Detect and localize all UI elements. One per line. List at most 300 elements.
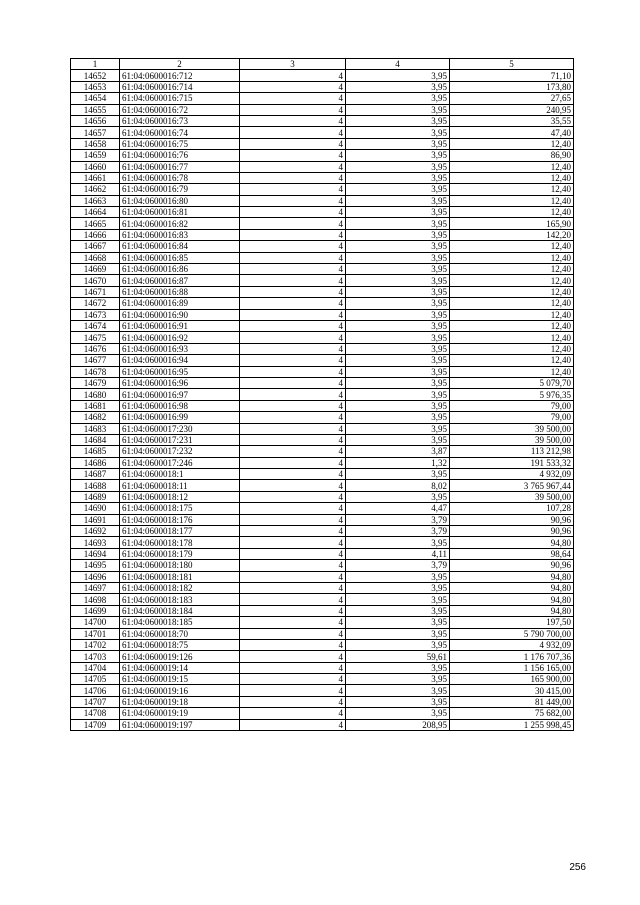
category-cell: 4	[240, 537, 346, 548]
cadastral-number-cell: 61:04:0600016:97	[120, 389, 240, 400]
row-number-cell: 14683	[71, 423, 120, 434]
rate-cell: 3,95	[346, 332, 450, 343]
category-cell: 4	[240, 674, 346, 685]
category-cell: 4	[240, 138, 346, 149]
cadastral-number-cell: 61:04:0600019:126	[120, 651, 240, 662]
rate-cell: 3,95	[346, 218, 450, 229]
column-header-4: 4	[346, 59, 450, 70]
table-row	[71, 696, 574, 707]
amount-cell: 79,00	[450, 400, 574, 411]
rate-cell: 3,95	[346, 617, 450, 628]
cadastral-number-cell: 61:04:0600018:1	[120, 469, 240, 480]
table-row	[71, 503, 574, 514]
category-cell: 4	[240, 161, 346, 172]
category-cell: 4	[240, 275, 346, 286]
amount-cell: 12,40	[450, 172, 574, 183]
rate-cell: 3,95	[346, 469, 450, 480]
row-number-cell: 14691	[71, 514, 120, 525]
category-cell: 4	[240, 571, 346, 582]
rate-cell: 3,95	[346, 161, 450, 172]
table-row	[71, 104, 574, 115]
amount-cell: 165,90	[450, 218, 574, 229]
cadastral-number-cell: 61:04:0600016:80	[120, 195, 240, 206]
table-row	[71, 309, 574, 320]
table-row	[71, 81, 574, 92]
cadastral-number-cell: 61:04:0600016:715	[120, 93, 240, 104]
row-number-cell: 14667	[71, 241, 120, 252]
category-cell: 4	[240, 377, 346, 388]
table-row	[71, 639, 574, 650]
category-cell: 4	[240, 115, 346, 126]
amount-cell: 5 079,70	[450, 377, 574, 388]
category-cell: 4	[240, 469, 346, 480]
amount-cell: 12,40	[450, 207, 574, 218]
category-cell: 4	[240, 286, 346, 297]
table-row	[71, 469, 574, 480]
cadastral-number-cell: 61:04:0600019:18	[120, 696, 240, 707]
header-row	[71, 59, 574, 70]
row-number-cell: 14680	[71, 389, 120, 400]
rate-cell: 3,95	[346, 252, 450, 263]
rate-cell: 3,95	[346, 389, 450, 400]
row-number-cell: 14709	[71, 719, 120, 730]
row-number-cell: 14687	[71, 469, 120, 480]
amount-cell: 86,90	[450, 150, 574, 161]
table-row	[71, 241, 574, 252]
rate-cell: 3,79	[346, 514, 450, 525]
cadastral-number-cell: 61:04:0600016:95	[120, 366, 240, 377]
category-cell: 4	[240, 241, 346, 252]
amount-cell: 39 500,00	[450, 491, 574, 502]
cadastral-number-cell: 61:04:0600016:714	[120, 81, 240, 92]
cadastral-number-cell: 61:04:0600016:89	[120, 298, 240, 309]
rate-cell: 3,95	[346, 184, 450, 195]
table-row	[71, 571, 574, 582]
cadastral-number-cell: 61:04:0600018:180	[120, 560, 240, 571]
table-row	[71, 115, 574, 126]
row-number-cell: 14690	[71, 503, 120, 514]
amount-cell: 197,50	[450, 617, 574, 628]
table-row	[71, 537, 574, 548]
category-cell: 4	[240, 514, 346, 525]
cadastral-number-cell: 61:04:0600018:12	[120, 491, 240, 502]
rate-cell: 3,95	[346, 115, 450, 126]
amount-cell: 12,40	[450, 355, 574, 366]
cadastral-number-cell: 61:04:0600016:85	[120, 252, 240, 263]
table-row	[71, 332, 574, 343]
row-number-cell: 14692	[71, 526, 120, 537]
rate-cell: 3,95	[346, 104, 450, 115]
row-number-cell: 14684	[71, 434, 120, 445]
category-cell: 4	[240, 605, 346, 616]
category-cell: 4	[240, 264, 346, 275]
row-number-cell: 14657	[71, 127, 120, 138]
cadastral-number-cell: 61:04:0600018:181	[120, 571, 240, 582]
table-row	[71, 560, 574, 571]
table-row	[71, 195, 574, 206]
category-cell: 4	[240, 320, 346, 331]
row-number-cell: 14694	[71, 548, 120, 559]
table-row	[71, 480, 574, 491]
rate-cell: 3,95	[346, 93, 450, 104]
rate-cell: 3,87	[346, 446, 450, 457]
category-cell: 4	[240, 480, 346, 491]
amount-cell: 47,40	[450, 127, 574, 138]
rate-cell: 3,95	[346, 605, 450, 616]
table-row	[71, 184, 574, 195]
rate-cell: 3,95	[346, 685, 450, 696]
row-number-cell: 14707	[71, 696, 120, 707]
row-number-cell: 14676	[71, 343, 120, 354]
row-number-cell: 14703	[71, 651, 120, 662]
category-cell: 4	[240, 355, 346, 366]
table-row	[71, 651, 574, 662]
rate-cell: 3,95	[346, 81, 450, 92]
rate-cell: 3,95	[346, 309, 450, 320]
rate-cell: 3,95	[346, 377, 450, 388]
amount-cell: 12,40	[450, 343, 574, 354]
row-number-cell: 14701	[71, 628, 120, 639]
cadastral-number-cell: 61:04:0600018:182	[120, 582, 240, 593]
amount-cell: 12,40	[450, 275, 574, 286]
row-number-cell: 14682	[71, 412, 120, 423]
cadastral-number-cell: 61:04:0600016:73	[120, 115, 240, 126]
amount-cell: 1 255 998,45	[450, 719, 574, 730]
amount-cell: 12,40	[450, 298, 574, 309]
amount-cell: 90,96	[450, 560, 574, 571]
amount-cell: 12,40	[450, 252, 574, 263]
table-row	[71, 320, 574, 331]
column-header-5: 5	[450, 59, 574, 70]
category-cell: 4	[240, 594, 346, 605]
row-number-cell: 14696	[71, 571, 120, 582]
category-cell: 4	[240, 617, 346, 628]
category-cell: 4	[240, 548, 346, 559]
cadastral-number-cell: 61:04:0600016:92	[120, 332, 240, 343]
table-row	[71, 628, 574, 639]
table-row	[71, 161, 574, 172]
category-cell: 4	[240, 412, 346, 423]
registry-table	[70, 58, 574, 731]
category-cell: 4	[240, 400, 346, 411]
table-row	[71, 412, 574, 423]
category-cell: 4	[240, 81, 346, 92]
table-row	[71, 275, 574, 286]
row-number-cell: 14704	[71, 662, 120, 673]
cadastral-number-cell: 61:04:0600016:88	[120, 286, 240, 297]
amount-cell: 3 765 967,44	[450, 480, 574, 491]
rate-cell: 3,95	[346, 662, 450, 673]
row-number-cell: 14656	[71, 115, 120, 126]
amount-cell: 98,64	[450, 548, 574, 559]
amount-cell: 1 176 707,36	[450, 651, 574, 662]
amount-cell: 12,40	[450, 264, 574, 275]
amount-cell: 30 415,00	[450, 685, 574, 696]
category-cell: 4	[240, 651, 346, 662]
amount-cell: 113 212,98	[450, 446, 574, 457]
row-number-cell: 14664	[71, 207, 120, 218]
table-row	[71, 582, 574, 593]
row-number-cell: 14658	[71, 138, 120, 149]
category-cell: 4	[240, 389, 346, 400]
table-row	[71, 70, 574, 81]
amount-cell: 12,40	[450, 161, 574, 172]
column-header-2: 2	[120, 59, 240, 70]
rate-cell: 3,95	[346, 537, 450, 548]
cadastral-number-cell: 61:04:0600017:232	[120, 446, 240, 457]
cadastral-number-cell: 61:04:0600016:82	[120, 218, 240, 229]
cadastral-number-cell: 61:04:0600019:16	[120, 685, 240, 696]
amount-cell: 12,40	[450, 332, 574, 343]
row-number-cell: 14681	[71, 400, 120, 411]
category-cell: 4	[240, 582, 346, 593]
cadastral-number-cell: 61:04:0600016:72	[120, 104, 240, 115]
rate-cell: 4,47	[346, 503, 450, 514]
table-row	[71, 514, 574, 525]
cadastral-number-cell: 61:04:0600017:230	[120, 423, 240, 434]
rate-cell: 3,95	[346, 400, 450, 411]
category-cell: 4	[240, 628, 346, 639]
table-row	[71, 229, 574, 240]
row-number-cell: 14661	[71, 172, 120, 183]
category-cell: 4	[240, 696, 346, 707]
row-number-cell: 14655	[71, 104, 120, 115]
category-cell: 4	[240, 93, 346, 104]
table-row	[71, 286, 574, 297]
amount-cell: 94,80	[450, 594, 574, 605]
amount-cell: 191 533,32	[450, 457, 574, 468]
rate-cell: 3,95	[346, 696, 450, 707]
rate-cell: 3,95	[346, 320, 450, 331]
row-number-cell: 14705	[71, 674, 120, 685]
row-number-cell: 14677	[71, 355, 120, 366]
category-cell: 4	[240, 685, 346, 696]
table-row	[71, 548, 574, 559]
amount-cell: 35,55	[450, 115, 574, 126]
rate-cell: 3,95	[346, 594, 450, 605]
cadastral-number-cell: 61:04:0600019:15	[120, 674, 240, 685]
rate-cell: 3,95	[346, 343, 450, 354]
row-number-cell: 14675	[71, 332, 120, 343]
amount-cell: 94,80	[450, 582, 574, 593]
table-row	[71, 662, 574, 673]
amount-cell: 4 932,09	[450, 469, 574, 480]
column-header-1: 1	[71, 59, 120, 70]
amount-cell: 12,40	[450, 138, 574, 149]
category-cell: 4	[240, 298, 346, 309]
amount-cell: 94,80	[450, 537, 574, 548]
row-number-cell: 14672	[71, 298, 120, 309]
rate-cell: 3,95	[346, 674, 450, 685]
rate-cell: 208,95	[346, 719, 450, 730]
table-row	[71, 264, 574, 275]
rate-cell: 3,95	[346, 70, 450, 81]
cadastral-number-cell: 61:04:0600019:197	[120, 719, 240, 730]
row-number-cell: 14679	[71, 377, 120, 388]
rate-cell: 3,95	[346, 172, 450, 183]
category-cell: 4	[240, 127, 346, 138]
category-cell: 4	[240, 560, 346, 571]
category-cell: 4	[240, 719, 346, 730]
table-row	[71, 355, 574, 366]
cadastral-number-cell: 61:04:0600016:96	[120, 377, 240, 388]
cadastral-number-cell: 61:04:0600016:83	[120, 229, 240, 240]
amount-cell: 94,80	[450, 605, 574, 616]
cadastral-number-cell: 61:04:0600016:94	[120, 355, 240, 366]
amount-cell: 12,40	[450, 241, 574, 252]
row-number-cell: 14669	[71, 264, 120, 275]
cadastral-number-cell: 61:04:0600018:185	[120, 617, 240, 628]
row-number-cell: 14665	[71, 218, 120, 229]
rate-cell: 3,95	[346, 491, 450, 502]
cadastral-number-cell: 61:04:0600016:98	[120, 400, 240, 411]
cadastral-number-cell: 61:04:0600016:74	[120, 127, 240, 138]
rate-cell: 3,95	[346, 195, 450, 206]
row-number-cell: 14652	[71, 70, 120, 81]
rate-cell: 3,95	[346, 423, 450, 434]
table-row	[71, 423, 574, 434]
row-number-cell: 14702	[71, 639, 120, 650]
rate-cell: 3,95	[346, 582, 450, 593]
row-number-cell: 14695	[71, 560, 120, 571]
cadastral-number-cell: 61:04:0600018:177	[120, 526, 240, 537]
category-cell: 4	[240, 434, 346, 445]
rate-cell: 3,95	[346, 127, 450, 138]
category-cell: 4	[240, 332, 346, 343]
cadastral-number-cell: 61:04:0600016:90	[120, 309, 240, 320]
cadastral-number-cell: 61:04:0600018:178	[120, 537, 240, 548]
cadastral-number-cell: 61:04:0600018:176	[120, 514, 240, 525]
table-row	[71, 491, 574, 502]
cadastral-number-cell: 61:04:0600016:99	[120, 412, 240, 423]
rate-cell: 3,79	[346, 560, 450, 571]
row-number-cell: 14673	[71, 309, 120, 320]
rate-cell: 59,61	[346, 651, 450, 662]
amount-cell: 142,20	[450, 229, 574, 240]
rate-cell: 3,95	[346, 639, 450, 650]
category-cell: 4	[240, 207, 346, 218]
row-number-cell: 14706	[71, 685, 120, 696]
cadastral-number-cell: 61:04:0600016:712	[120, 70, 240, 81]
rate-cell: 3,95	[346, 708, 450, 719]
column-header-3: 3	[240, 59, 346, 70]
category-cell: 4	[240, 662, 346, 673]
amount-cell: 75 682,00	[450, 708, 574, 719]
table-row	[71, 207, 574, 218]
cadastral-number-cell: 61:04:0600019:19	[120, 708, 240, 719]
cadastral-number-cell: 61:04:0600016:93	[120, 343, 240, 354]
rate-cell: 1,32	[346, 457, 450, 468]
cadastral-number-cell: 61:04:0600016:87	[120, 275, 240, 286]
table-row	[71, 172, 574, 183]
row-number-cell: 14666	[71, 229, 120, 240]
rate-cell: 3,79	[346, 526, 450, 537]
amount-cell: 79,00	[450, 412, 574, 423]
table-row	[71, 685, 574, 696]
amount-cell: 173,80	[450, 81, 574, 92]
rate-cell: 3,95	[346, 298, 450, 309]
rate-cell: 3,95	[346, 412, 450, 423]
category-cell: 4	[240, 708, 346, 719]
row-number-cell: 14698	[71, 594, 120, 605]
amount-cell: 90,96	[450, 514, 574, 525]
category-cell: 4	[240, 195, 346, 206]
rate-cell: 3,95	[346, 355, 450, 366]
cadastral-number-cell: 61:04:0600016:75	[120, 138, 240, 149]
table-row	[71, 377, 574, 388]
amount-cell: 4 932,09	[450, 639, 574, 650]
category-cell: 4	[240, 218, 346, 229]
amount-cell: 5 790 700,00	[450, 628, 574, 639]
rate-cell: 4,11	[346, 548, 450, 559]
cadastral-number-cell: 61:04:0600018:75	[120, 639, 240, 650]
rate-cell: 3,95	[346, 571, 450, 582]
cadastral-number-cell: 61:04:0600016:79	[120, 184, 240, 195]
table-row	[71, 708, 574, 719]
category-cell: 4	[240, 526, 346, 537]
category-cell: 4	[240, 172, 346, 183]
row-number-cell: 14670	[71, 275, 120, 286]
amount-cell: 12,40	[450, 366, 574, 377]
category-cell: 4	[240, 366, 346, 377]
rate-cell: 3,95	[346, 275, 450, 286]
cadastral-number-cell: 61:04:0600018:184	[120, 605, 240, 616]
table-body	[71, 70, 574, 731]
row-number-cell: 14685	[71, 446, 120, 457]
rate-cell: 3,95	[346, 286, 450, 297]
rate-cell: 8,02	[346, 480, 450, 491]
cadastral-number-cell: 61:04:0600016:76	[120, 150, 240, 161]
category-cell: 4	[240, 229, 346, 240]
rate-cell: 3,95	[346, 150, 450, 161]
cadastral-number-cell: 61:04:0600018:179	[120, 548, 240, 559]
row-number-cell: 14654	[71, 93, 120, 104]
table-row	[71, 457, 574, 468]
category-cell: 4	[240, 150, 346, 161]
row-number-cell: 14708	[71, 708, 120, 719]
amount-cell: 5 976,35	[450, 389, 574, 400]
row-number-cell: 14659	[71, 150, 120, 161]
amount-cell: 1 156 165,00	[450, 662, 574, 673]
table-row	[71, 150, 574, 161]
cadastral-number-cell: 61:04:0600016:78	[120, 172, 240, 183]
rate-cell: 3,95	[346, 138, 450, 149]
rate-cell: 3,95	[346, 264, 450, 275]
amount-cell: 12,40	[450, 309, 574, 320]
cadastral-number-cell: 61:04:0600018:11	[120, 480, 240, 491]
row-number-cell: 14693	[71, 537, 120, 548]
row-number-cell: 14678	[71, 366, 120, 377]
amount-cell: 81 449,00	[450, 696, 574, 707]
cadastral-number-cell: 61:04:0600016:91	[120, 320, 240, 331]
table-row	[71, 127, 574, 138]
row-number-cell: 14660	[71, 161, 120, 172]
table-row	[71, 400, 574, 411]
table-row	[71, 138, 574, 149]
amount-cell: 12,40	[450, 286, 574, 297]
rate-cell: 3,95	[346, 434, 450, 445]
amount-cell: 12,40	[450, 184, 574, 195]
category-cell: 4	[240, 309, 346, 320]
cadastral-number-cell: 61:04:0600018:70	[120, 628, 240, 639]
table-row	[71, 605, 574, 616]
table-row	[71, 434, 574, 445]
amount-cell: 107,28	[450, 503, 574, 514]
table-row	[71, 298, 574, 309]
table-row	[71, 526, 574, 537]
rate-cell: 3,95	[346, 241, 450, 252]
cadastral-number-cell: 61:04:0600017:231	[120, 434, 240, 445]
